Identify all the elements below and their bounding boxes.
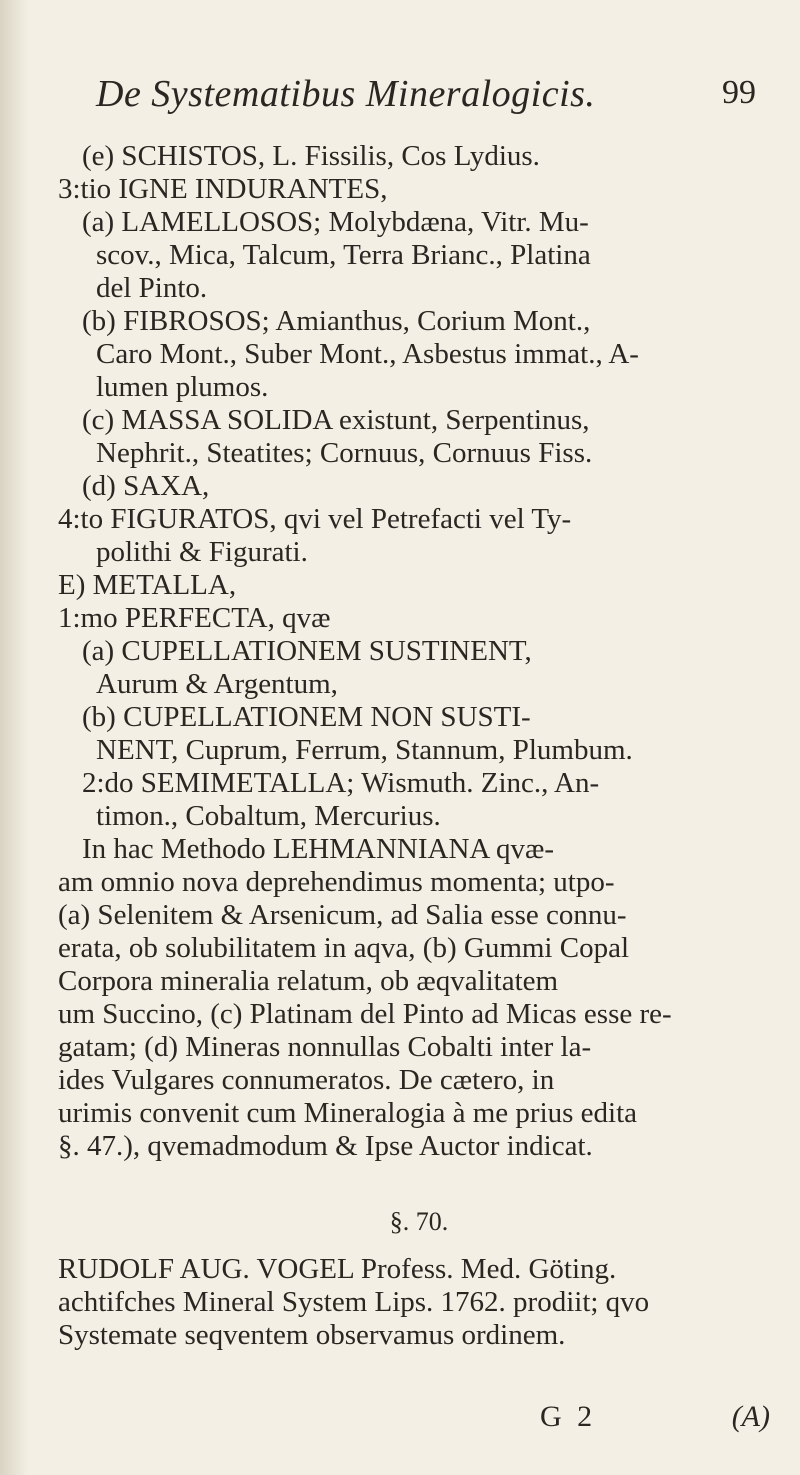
text-line: erata, ob solubilitatem in aqva, (b) Gummi Copal (58, 932, 630, 964)
text-line: NENT, Cuprum, Ferrum, Stannum, Plumbum. (96, 734, 633, 766)
text-line: polithi & Figurati. (96, 536, 308, 568)
page-number: 99 (722, 74, 756, 111)
text-line: Corpora mineralia relatum, ob æqvalitatem (58, 965, 559, 997)
text-line: urimis convenit cum Mineralogia à me prius edita (58, 1097, 638, 1129)
text-line: (d) SAXA, (82, 470, 210, 502)
text-line: RUDOLF AUG. VOGEL Profess. Med. Göting. (58, 1253, 617, 1285)
text-line: 4:to FIGURATOS, qvi vel Petrefacti vel Ty- (58, 503, 572, 535)
text-line: 1:mo PERFECTA, qvæ (58, 602, 331, 634)
page-header (96, 72, 756, 120)
text-line: Systemate seqventem observamus ordinem. (58, 1319, 566, 1351)
text-line: ides Vulgares connumeratos. De cætero, in (58, 1064, 555, 1096)
text-line: In hac Methodo LEHMANNIANA qvæ- (82, 833, 554, 865)
text-line: 3:tio IGNE INDURANTES, (58, 173, 388, 205)
text-line: gatam; (d) Mineras nonnullas Cobalti inter la- (58, 1031, 592, 1063)
text-line: scov., Mica, Talcum, Terra Brianc., Platina (96, 239, 591, 271)
text-line: (b) FIBROSOS; Amianthus, Corium Mont., (82, 305, 591, 337)
text-line: Aurum & Argentum, (96, 668, 338, 700)
text-line: um Succino, (c) Platinam del Pinto ad Micas esse re- (58, 998, 672, 1030)
text-line: (b) CUPELLATIONEM NON SUSTI- (82, 701, 531, 733)
running-title: De Systematibus Mineralogicis. (96, 73, 596, 115)
catchword: (A) (731, 1400, 770, 1433)
page-gutter-shadow (0, 0, 28, 1475)
text-line: Caro Mont., Suber Mont., Asbestus immat., A- (96, 338, 639, 370)
text-line: timon., Cobaltum, Mercurius. (96, 800, 441, 832)
text-line: §. 47.), qvemadmodum & Ipse Auctor indicat. (58, 1130, 593, 1162)
text-line: (a) LAMELLOSOS; Molybdæna, Vitr. Mu- (82, 206, 589, 238)
text-line: (e) SCHISTOS, L. Fissilis, Cos Lydius. (82, 140, 540, 172)
signature-mark: G 2 (540, 1400, 597, 1433)
text-line: Nephrit., Steatites; Cornuus, Cornuus Fiss. (96, 437, 593, 469)
text-line: E) METALLA, (58, 569, 237, 601)
text-line: am omnio nova deprehendimus momenta; utpo- (58, 866, 615, 898)
text-line: del Pinto. (96, 272, 208, 304)
section-number: §. 70. (389, 1207, 449, 1236)
text-line: (a) CUPELLATIONEM SUSTINENT, (82, 635, 532, 667)
text-line: (c) MASSA SOLIDA existunt, Serpentinus, (82, 404, 590, 436)
text-line: 2:do SEMIMETALLA; Wismuth. Zinc., An- (82, 767, 600, 799)
text-line: achtifches Mineral System Lips. 1762. prodiit; qvo (58, 1286, 650, 1318)
text-line: lumen plumos. (96, 371, 269, 403)
text-line: (a) Selenitem & Arsenicum, ad Salia esse connu- (58, 899, 627, 931)
